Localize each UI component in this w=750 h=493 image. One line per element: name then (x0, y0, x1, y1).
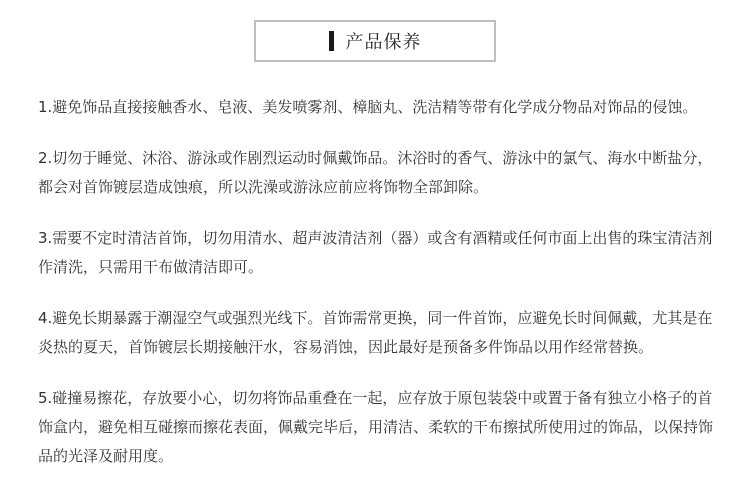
care-paragraph-1: 1.避免饰品直接接触香水、皂液、美发喷雾剂、樟脑丸、洗洁精等带有化学成分物品对饰品的侵蚀。 (38, 98, 698, 116)
title-accent-bar (329, 31, 334, 51)
care-paragraph-5: 5.碰撞易擦花，存放要小心，切勿将饰品重叠在一起，应存放于原包装袋中或置于备有独立小格子的首饰盒内，避免相互碰擦而擦花表面，佩戴完毕后，用清洁、柔软的干布擦拭所使用过的饰品，以保持饰品的光泽及耐用度。 (38, 389, 714, 465)
section-title: 产品保养 (345, 32, 422, 53)
care-instructions (38, 93, 718, 493)
care-paragraph-2: 2.切勿于睡觉、沐浴、游泳或作剧烈运动时佩戴饰品。沐浴时的香气、游泳中的氯气、海水中断盐分，都会对首饰镀层造成蚀痕，所以洗澡或游泳应前应将饰物全部卸除。 (38, 149, 713, 196)
section-title-box (254, 20, 496, 62)
care-paragraph-4: 4.避免长期暴露于潮湿空气或强烈光线下。首饰需常更换，同一件首饰，应避免长时间佩戴，尤其是在炎热的夏天，首饰镀层长期接触汗水，容易消蚀，因此最好是预备多件饰品以用作经常替换。 (38, 309, 713, 356)
care-paragraph-3: 3.需要不定时清洁首饰，切勿用清水、超声波清洁剂（器）或含有酒精或任何市面上出售的珠宝清洁剂作清洗，只需用干布做清洁即可。 (38, 229, 713, 276)
